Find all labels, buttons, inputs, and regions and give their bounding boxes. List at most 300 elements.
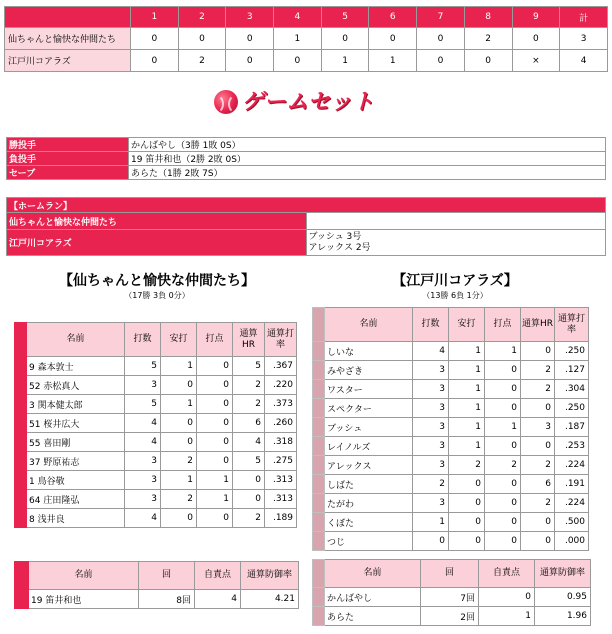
scoreboard-row-home bbox=[5, 50, 608, 72]
at-bats-cell: 0 bbox=[413, 532, 449, 551]
col-hits: 安打 bbox=[449, 308, 485, 342]
hits-cell: 1 bbox=[449, 418, 485, 437]
rbi-cell: 1 bbox=[197, 471, 233, 490]
score-cell: 2 bbox=[464, 28, 512, 50]
row-marker bbox=[313, 399, 325, 418]
player-name-cell[interactable]: アレックス bbox=[325, 456, 413, 475]
score-total: 3 bbox=[560, 28, 608, 50]
scoreboard-corner bbox=[5, 7, 131, 28]
col-rbi: 打点 bbox=[485, 308, 521, 342]
hits-cell: 0 bbox=[161, 433, 197, 452]
at-bats-cell: 5 bbox=[125, 395, 161, 414]
hits-cell: 0 bbox=[161, 414, 197, 433]
col-name: 名前 bbox=[27, 323, 125, 357]
game-set-banner bbox=[214, 88, 394, 118]
total-hr-cell: 2 bbox=[233, 509, 265, 528]
col-hits: 安打 bbox=[161, 323, 197, 357]
innings-cell: 8回 bbox=[139, 590, 195, 609]
player-name[interactable]: 野原祐志 bbox=[43, 457, 80, 468]
total-avg-cell: .000 bbox=[555, 532, 589, 551]
score-cell: 0 bbox=[274, 50, 322, 72]
inning-total: 計 bbox=[560, 7, 608, 28]
scoreboard-row-away bbox=[5, 28, 608, 50]
homerun-header: 【ホームラン】 bbox=[7, 198, 606, 213]
row-marker bbox=[15, 357, 27, 376]
player-name-cell[interactable]: ワスター bbox=[325, 380, 413, 399]
row-marker bbox=[313, 513, 325, 532]
total-avg-cell: .500 bbox=[555, 513, 589, 532]
player-name-cell[interactable] bbox=[27, 433, 125, 452]
total-hr-cell: 0 bbox=[521, 437, 555, 456]
player-name-cell[interactable]: かんばやし bbox=[325, 588, 421, 607]
inning-3: 3 bbox=[226, 7, 274, 28]
batting-row bbox=[313, 532, 589, 551]
total-avg-cell: .367 bbox=[265, 357, 297, 376]
batting-row bbox=[15, 433, 297, 452]
at-bats-cell: 2 bbox=[413, 475, 449, 494]
home-pitching-body bbox=[313, 588, 591, 626]
hits-cell: 1 bbox=[161, 471, 197, 490]
total-avg-cell: .313 bbox=[265, 471, 297, 490]
row-marker bbox=[313, 494, 325, 513]
row-marker bbox=[313, 380, 325, 399]
away-team-record: （17勝 3負 0分） bbox=[124, 291, 190, 300]
row-marker bbox=[15, 509, 27, 528]
homerun-line: ブッシュ 3号 bbox=[308, 231, 362, 242]
score-total: 4 bbox=[560, 50, 608, 72]
total-hr-cell: 6 bbox=[521, 475, 555, 494]
hits-cell: 1 bbox=[449, 361, 485, 380]
player-number: 3 bbox=[29, 400, 35, 411]
batting-row bbox=[15, 471, 297, 490]
player-name[interactable]: 鳥谷敬 bbox=[37, 476, 65, 487]
player-name-cell[interactable]: レイノルズ bbox=[325, 437, 413, 456]
batting-row bbox=[313, 513, 589, 532]
hits-cell: 1 bbox=[161, 395, 197, 414]
rbi-cell: 0 bbox=[485, 475, 521, 494]
row-marker-header bbox=[15, 323, 27, 357]
game-set-title: ゲームセット bbox=[242, 90, 375, 115]
player-name-cell[interactable] bbox=[27, 376, 125, 395]
hits-cell: 2 bbox=[161, 452, 197, 471]
pitching-row bbox=[15, 590, 299, 609]
row-marker bbox=[15, 471, 27, 490]
row-marker bbox=[313, 342, 325, 361]
player-number: 9 bbox=[29, 362, 35, 373]
inning-2: 2 bbox=[178, 7, 226, 28]
batting-row bbox=[15, 414, 297, 433]
total-avg-cell: .250 bbox=[555, 399, 589, 418]
rbi-cell: 1 bbox=[197, 490, 233, 509]
row-marker-header bbox=[15, 562, 29, 590]
at-bats-cell: 3 bbox=[413, 437, 449, 456]
batting-row bbox=[313, 399, 589, 418]
total-avg-cell: .275 bbox=[265, 452, 297, 471]
score-cell: 2 bbox=[178, 50, 226, 72]
total-avg-cell: .318 bbox=[265, 433, 297, 452]
player-name[interactable]: 笛井和也 bbox=[45, 595, 82, 606]
row-marker bbox=[313, 361, 325, 380]
col-at-bats: 打数 bbox=[125, 323, 161, 357]
save-pitcher-row bbox=[7, 166, 606, 180]
row-marker-header bbox=[313, 560, 325, 588]
total-hr-cell: 0 bbox=[233, 471, 265, 490]
score-cell: 0 bbox=[226, 28, 274, 50]
player-number: 37 bbox=[29, 457, 41, 468]
col-total-era: 通算防御率 bbox=[535, 560, 591, 588]
player-name-cell[interactable] bbox=[27, 452, 125, 471]
score-cell: 0 bbox=[226, 50, 274, 72]
innings-cell: 7回 bbox=[421, 588, 479, 607]
total-hr-cell: 0 bbox=[233, 490, 265, 509]
row-marker-header bbox=[313, 308, 325, 342]
rbi-cell: 0 bbox=[485, 513, 521, 532]
batting-row bbox=[313, 475, 589, 494]
total-hr-cell: 2 bbox=[521, 380, 555, 399]
score-cell: 1 bbox=[369, 50, 417, 72]
player-name[interactable]: 喜田剛 bbox=[43, 438, 71, 449]
batting-row bbox=[15, 452, 297, 471]
rbi-cell: 0 bbox=[197, 395, 233, 414]
hits-cell: 2 bbox=[449, 456, 485, 475]
at-bats-cell: 3 bbox=[125, 452, 161, 471]
at-bats-cell: 3 bbox=[413, 361, 449, 380]
player-name-cell[interactable]: あらた bbox=[325, 607, 421, 626]
col-innings: 回 bbox=[139, 562, 195, 590]
batting-row bbox=[313, 456, 589, 475]
row-marker bbox=[15, 433, 27, 452]
row-marker bbox=[15, 414, 27, 433]
total-hr-cell: 3 bbox=[521, 418, 555, 437]
total-hr-cell: 5 bbox=[233, 452, 265, 471]
player-name-cell[interactable]: しばた bbox=[325, 475, 413, 494]
home-team-record: （13勝 6負 1分） bbox=[422, 291, 488, 300]
col-total-hr: 通算HR bbox=[233, 323, 265, 357]
batting-row bbox=[15, 490, 297, 509]
player-name-cell[interactable]: みやざき bbox=[325, 361, 413, 380]
player-name-cell[interactable] bbox=[27, 357, 125, 376]
score-cell: 0 bbox=[178, 28, 226, 50]
winning-pitcher-value: かんばやし（3勝 1敗 0S） bbox=[129, 138, 606, 152]
batting-header-row bbox=[313, 308, 589, 342]
at-bats-cell: 3 bbox=[413, 380, 449, 399]
home-team-heading bbox=[310, 272, 600, 302]
earned-runs-cell: 1 bbox=[479, 607, 535, 626]
home-pitching-table bbox=[312, 559, 591, 626]
total-era-cell: 1.96 bbox=[535, 607, 591, 626]
rbi-cell: 1 bbox=[485, 418, 521, 437]
player-name[interactable]: 浅井良 bbox=[37, 514, 65, 525]
player-name-cell[interactable]: しいな bbox=[325, 342, 413, 361]
scoreboard-team-name[interactable]: 仙ちゃんと愉快な仲間たち bbox=[5, 28, 131, 50]
rbi-cell: 0 bbox=[197, 376, 233, 395]
row-marker bbox=[15, 490, 27, 509]
at-bats-cell: 3 bbox=[125, 376, 161, 395]
winning-pitcher-row bbox=[7, 138, 606, 152]
total-hr-cell: 0 bbox=[521, 399, 555, 418]
rbi-cell: 0 bbox=[485, 437, 521, 456]
batting-row bbox=[15, 376, 297, 395]
player-number: 1 bbox=[29, 476, 35, 487]
at-bats-cell: 4 bbox=[125, 433, 161, 452]
player-name-cell[interactable] bbox=[27, 395, 125, 414]
player-name[interactable]: 庄田隆弘 bbox=[43, 495, 80, 506]
row-marker bbox=[15, 395, 27, 414]
total-avg-cell: .127 bbox=[555, 361, 589, 380]
home-batting-body bbox=[313, 342, 589, 551]
row-marker bbox=[313, 607, 325, 626]
batting-row bbox=[15, 395, 297, 414]
player-name-cell[interactable]: たがわ bbox=[325, 494, 413, 513]
score-cell: 0 bbox=[464, 50, 512, 72]
col-total-avg: 通算打率 bbox=[555, 308, 589, 342]
total-avg-cell: .191 bbox=[555, 475, 589, 494]
row-marker bbox=[15, 376, 27, 395]
homerun-table bbox=[6, 197, 606, 256]
player-name-cell[interactable] bbox=[27, 490, 125, 509]
score-cell: 0 bbox=[417, 50, 465, 72]
batting-row bbox=[313, 418, 589, 437]
batting-row bbox=[15, 509, 297, 528]
total-hr-cell: 2 bbox=[521, 456, 555, 475]
score-cell: 0 bbox=[131, 50, 179, 72]
inning-5: 5 bbox=[321, 7, 369, 28]
player-name-cell[interactable]: ブッシュ bbox=[325, 418, 413, 437]
earned-runs-cell: 0 bbox=[479, 588, 535, 607]
at-bats-cell: 3 bbox=[413, 494, 449, 513]
player-number: 19 bbox=[31, 595, 43, 606]
score-cell: 0 bbox=[417, 28, 465, 50]
hits-cell: 1 bbox=[449, 399, 485, 418]
total-avg-cell: .313 bbox=[265, 490, 297, 509]
inning-6: 6 bbox=[369, 7, 417, 28]
homerun-team-name: 江戸川コアラズ bbox=[7, 230, 307, 256]
scoreboard-team-name[interactable]: 江戸川コアラズ bbox=[5, 50, 131, 72]
inning-9: 9 bbox=[512, 7, 560, 28]
hits-cell: 1 bbox=[449, 342, 485, 361]
total-avg-cell: .253 bbox=[555, 437, 589, 456]
total-hr-cell: 2 bbox=[233, 395, 265, 414]
player-name-cell[interactable] bbox=[27, 509, 125, 528]
homerun-row-home bbox=[7, 230, 606, 256]
col-name: 名前 bbox=[325, 560, 421, 588]
pitcher-results bbox=[6, 137, 606, 180]
rbi-cell: 0 bbox=[485, 361, 521, 380]
rbi-cell: 0 bbox=[485, 380, 521, 399]
homerun-row-away bbox=[7, 213, 606, 230]
rbi-cell: 0 bbox=[197, 433, 233, 452]
player-number: 64 bbox=[29, 495, 41, 506]
player-number: 55 bbox=[29, 438, 41, 449]
player-name-cell[interactable]: くぼた bbox=[325, 513, 413, 532]
row-marker bbox=[313, 456, 325, 475]
score-cell: 0 bbox=[321, 28, 369, 50]
save-pitcher-label: セーブ bbox=[7, 166, 129, 180]
total-hr-cell: 0 bbox=[521, 513, 555, 532]
col-at-bats: 打数 bbox=[413, 308, 449, 342]
hits-cell: 2 bbox=[161, 490, 197, 509]
homerun-team-name: 仙ちゃんと愉快な仲間たち bbox=[7, 213, 307, 230]
total-avg-cell: .224 bbox=[555, 456, 589, 475]
player-name[interactable]: 赤松真人 bbox=[43, 381, 80, 392]
at-bats-cell: 4 bbox=[125, 414, 161, 433]
at-bats-cell: 3 bbox=[413, 418, 449, 437]
hits-cell: 0 bbox=[449, 494, 485, 513]
total-avg-cell: .189 bbox=[265, 509, 297, 528]
rbi-cell: 0 bbox=[197, 357, 233, 376]
player-name-cell[interactable] bbox=[27, 471, 125, 490]
total-avg-cell: .304 bbox=[555, 380, 589, 399]
at-bats-cell: 3 bbox=[125, 471, 161, 490]
rbi-cell: 0 bbox=[485, 494, 521, 513]
scoreboard bbox=[4, 6, 608, 72]
at-bats-cell: 3 bbox=[413, 456, 449, 475]
player-name-cell[interactable] bbox=[29, 590, 139, 609]
col-innings: 回 bbox=[421, 560, 479, 588]
rbi-cell: 1 bbox=[485, 342, 521, 361]
total-avg-cell: .250 bbox=[555, 342, 589, 361]
away-batting-table bbox=[14, 322, 297, 528]
col-earned-runs: 自責点 bbox=[479, 560, 535, 588]
hits-cell: 1 bbox=[161, 357, 197, 376]
col-total-avg: 通算打率 bbox=[265, 323, 297, 357]
row-marker bbox=[15, 452, 27, 471]
col-total-hr: 通算HR bbox=[521, 308, 555, 342]
losing-pitcher-value: 19 笛井和也（2勝 2敗 0S） bbox=[129, 152, 606, 166]
total-hr-cell: 2 bbox=[521, 494, 555, 513]
col-total-era: 通算防御率 bbox=[241, 562, 299, 590]
row-marker bbox=[313, 475, 325, 494]
row-marker bbox=[15, 590, 29, 609]
away-pitching-body bbox=[15, 590, 299, 609]
player-number: 8 bbox=[29, 514, 35, 525]
winning-pitcher-label: 勝投手 bbox=[7, 138, 129, 152]
home-team-title[interactable]: 【江戸川コアラズ】 bbox=[392, 273, 518, 289]
col-earned-runs: 自責点 bbox=[195, 562, 241, 590]
pitching-row bbox=[313, 607, 591, 626]
batting-row bbox=[313, 361, 589, 380]
at-bats-cell: 4 bbox=[413, 342, 449, 361]
total-avg-cell: .187 bbox=[555, 418, 589, 437]
score-cell: × bbox=[512, 50, 560, 72]
losing-pitcher-label: 負投手 bbox=[7, 152, 129, 166]
homerun-value bbox=[306, 213, 606, 230]
rbi-cell: 0 bbox=[197, 509, 233, 528]
losing-pitcher-row bbox=[7, 152, 606, 166]
away-team-heading bbox=[14, 272, 300, 302]
inning-4: 4 bbox=[274, 7, 322, 28]
col-name: 名前 bbox=[325, 308, 413, 342]
pitching-header-row bbox=[15, 562, 299, 590]
inning-1: 1 bbox=[131, 7, 179, 28]
total-era-cell: 0.95 bbox=[535, 588, 591, 607]
inning-8: 8 bbox=[464, 7, 512, 28]
away-team-title[interactable]: 【仙ちゃんと愉快な仲間たち】 bbox=[59, 273, 255, 289]
score-cell: 0 bbox=[369, 28, 417, 50]
total-hr-cell: 4 bbox=[233, 433, 265, 452]
total-hr-cell: 2 bbox=[521, 361, 555, 380]
batting-row bbox=[313, 437, 589, 456]
total-hr-cell: 5 bbox=[233, 357, 265, 376]
at-bats-cell: 3 bbox=[125, 490, 161, 509]
hits-cell: 1 bbox=[449, 380, 485, 399]
at-bats-cell: 5 bbox=[125, 357, 161, 376]
total-avg-cell: .260 bbox=[265, 414, 297, 433]
batting-row bbox=[313, 342, 589, 361]
total-hr-cell: 0 bbox=[521, 532, 555, 551]
hits-cell: 0 bbox=[449, 513, 485, 532]
baseball-icon bbox=[214, 90, 238, 114]
hits-cell: 0 bbox=[449, 475, 485, 494]
batting-row bbox=[313, 494, 589, 513]
hits-cell: 0 bbox=[161, 509, 197, 528]
player-name[interactable]: 森本敦士 bbox=[37, 362, 74, 373]
row-marker bbox=[313, 437, 325, 456]
player-name[interactable]: 関本健太郎 bbox=[37, 400, 83, 411]
col-rbi: 打点 bbox=[197, 323, 233, 357]
hits-cell: 0 bbox=[449, 532, 485, 551]
earned-runs-cell: 4 bbox=[195, 590, 241, 609]
at-bats-cell: 1 bbox=[413, 513, 449, 532]
homerun-line: アレックス 2号 bbox=[308, 242, 371, 253]
player-name-cell[interactable] bbox=[27, 414, 125, 433]
score-cell: 1 bbox=[321, 50, 369, 72]
batting-header-row bbox=[15, 323, 297, 357]
row-marker bbox=[313, 588, 325, 607]
row-marker bbox=[313, 418, 325, 437]
score-cell: 1 bbox=[274, 28, 322, 50]
total-hr-cell: 2 bbox=[233, 376, 265, 395]
player-name-cell[interactable]: つじ bbox=[325, 532, 413, 551]
save-pitcher-value: あらた（1勝 2敗 7S） bbox=[129, 166, 606, 180]
at-bats-cell: 4 bbox=[125, 509, 161, 528]
home-batting-table bbox=[312, 307, 589, 551]
total-avg-cell: .373 bbox=[265, 395, 297, 414]
homerun-value bbox=[306, 230, 606, 256]
scoreboard-header-row bbox=[5, 7, 608, 28]
inning-7: 7 bbox=[417, 7, 465, 28]
player-number: 52 bbox=[29, 381, 41, 392]
pitching-row bbox=[313, 588, 591, 607]
innings-cell: 2回 bbox=[421, 607, 479, 626]
rbi-cell: 2 bbox=[485, 456, 521, 475]
batting-row bbox=[15, 357, 297, 376]
score-cell: 0 bbox=[512, 28, 560, 50]
row-marker bbox=[313, 532, 325, 551]
player-name[interactable]: 桜井広大 bbox=[43, 419, 80, 430]
pitching-header-row bbox=[313, 560, 591, 588]
away-batting-body bbox=[15, 357, 297, 528]
total-era-cell: 4.21 bbox=[241, 590, 299, 609]
score-cell: 0 bbox=[131, 28, 179, 50]
at-bats-cell: 3 bbox=[413, 399, 449, 418]
away-pitching-table bbox=[14, 561, 299, 609]
total-hr-cell: 0 bbox=[521, 342, 555, 361]
player-name-cell[interactable]: スペクター bbox=[325, 399, 413, 418]
rbi-cell: 0 bbox=[197, 452, 233, 471]
rbi-cell: 0 bbox=[485, 399, 521, 418]
hits-cell: 0 bbox=[161, 376, 197, 395]
total-avg-cell: .224 bbox=[555, 494, 589, 513]
rbi-cell: 0 bbox=[197, 414, 233, 433]
total-hr-cell: 6 bbox=[233, 414, 265, 433]
hits-cell: 1 bbox=[449, 437, 485, 456]
batting-row bbox=[313, 380, 589, 399]
player-number: 51 bbox=[29, 419, 41, 430]
rbi-cell: 0 bbox=[485, 532, 521, 551]
total-avg-cell: .220 bbox=[265, 376, 297, 395]
col-name: 名前 bbox=[29, 562, 139, 590]
